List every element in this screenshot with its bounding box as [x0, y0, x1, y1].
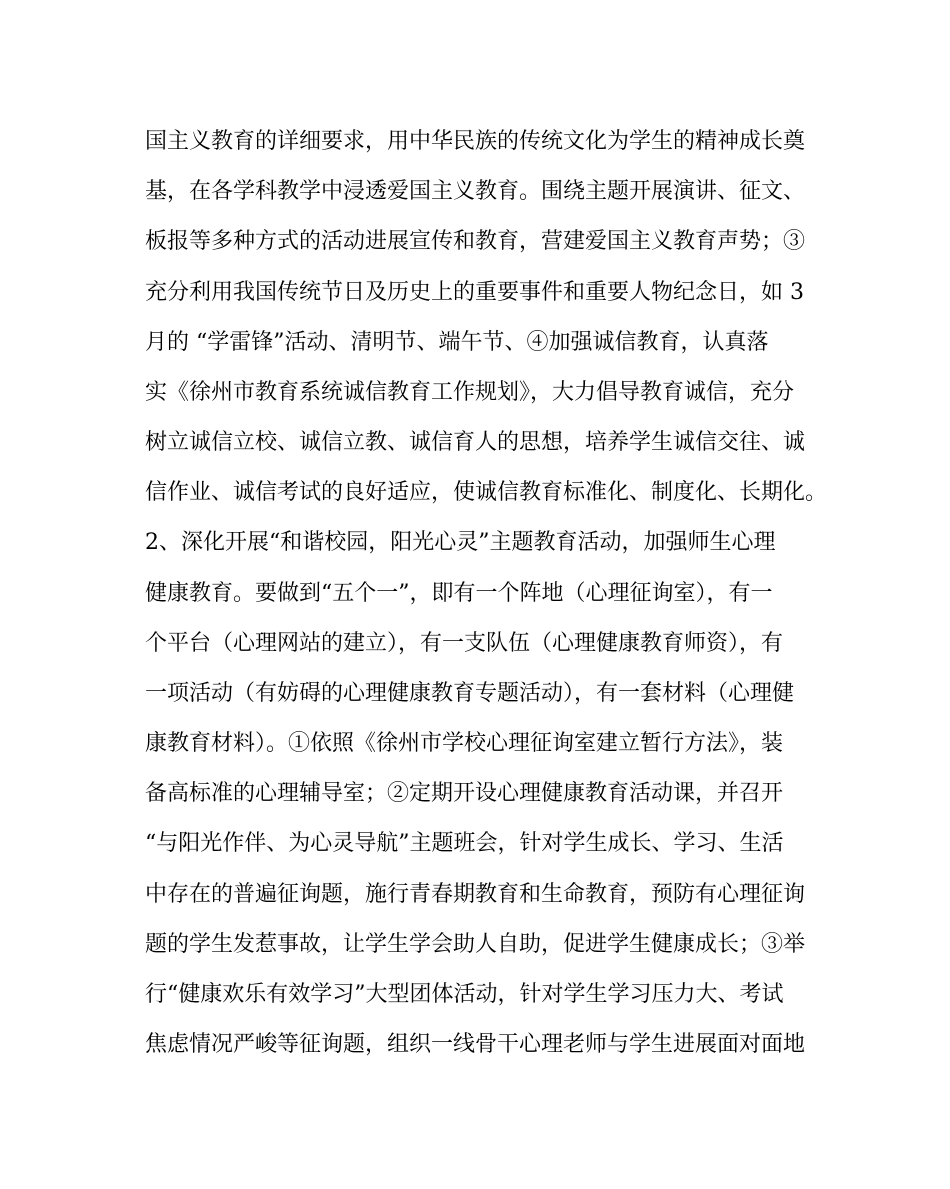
text-line: 基，在各学科教学中浸透爱国主义教育。围绕主题开展演讲、征文、	[145, 179, 806, 204]
text-line: 中存在的普遍征询题，施行青春期教育和生命教育，预防有心理征询	[145, 882, 806, 907]
text-line: 康教育材料）。①依照《徐州市学校心理征询室建立暂行方法》，装	[145, 731, 784, 756]
text-line: 健康教育。要做到“五个一”，即有一个阵地（心理征询室），有一	[145, 581, 773, 606]
text-line: 2、深化开展“和谐校园，阳光心灵”主题教育活动，加强师生心理	[145, 530, 776, 555]
text-line: 实《徐州市教育系统诚信教育工作规划》，大力倡导教育诚信，充分	[145, 380, 795, 405]
text-line: 一项活动（有妨碍的心理健康教育专题活动），有一套材料（心理健	[145, 681, 795, 706]
text-line: 行“健康欢乐有效学习”大型团体活动，针对学生学习压力大、考试	[145, 982, 784, 1007]
text-line: 国主义教育的详细要求，用中华民族的传统文化为学生的精神成长奠	[145, 129, 806, 154]
text-line: 板报等多种方式的活动进展宣传和教育，营建爱国主义教育声势；③	[145, 229, 806, 254]
text-line: 信作业、诚信考试的良好适应，使诚信教育标准化、制度化、长期化。	[145, 480, 828, 505]
text-line: 月的 “学雷锋”活动、清明节、端午节、④加强诚信教育，认真落	[145, 330, 769, 355]
text-line: 备高标准的心理辅导室；②定期开设心理健康教育活动课，并召开	[145, 781, 784, 806]
text-line: 焦虑情况严峻等征询题，组织一线骨干心理老师与学生进展面对面地	[145, 1032, 806, 1057]
text-line: 个平台（心理网站的建立），有一支队伍（心理健康教育师资），有	[145, 631, 784, 656]
text-line: 树立诚信立校、诚信立教、诚信育人的思想，培养学生诚信交往、诚	[145, 430, 806, 455]
text-line: 题的学生发惹事故，让学生学会助人自助，促进学生健康成长；③举	[145, 932, 806, 957]
text-line: “与阳光作伴、为心灵导航”主题班会，针对学生成长、学习、生活	[145, 831, 784, 856]
text-line: 充分利用我国传统节日及历史上的重要事件和重要人物纪念日，如 3	[145, 280, 804, 305]
